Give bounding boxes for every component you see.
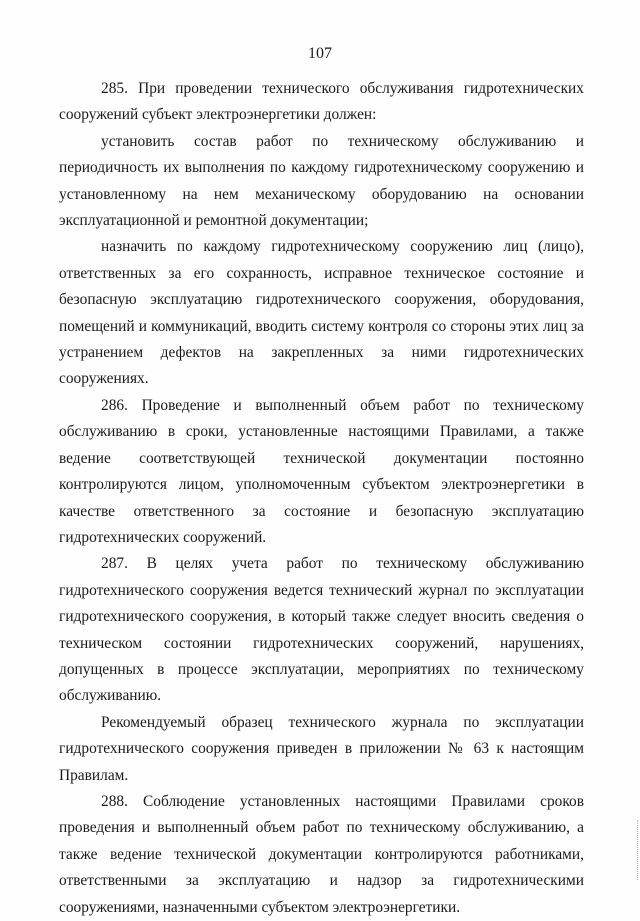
paragraph-288: 288. Соблюдение установленных настоящими Правилами сроков проведения и выполненный объем работ по техническому обслуживанию, а также ведение технической документации контролируются работниками, ответственными за эксплуатацию и надзор за гидротехническими сооружениями, назначенными субъектом электроэнергетики. xyxy=(59,792,584,916)
paragraph-287: 287. В целях учета работ по техническому обслуживанию гидротехнического сооружения ведется технический журнал по эксплуатации гидротехнического сооружения, в который также следует вносить сведения о техническом состоянии гидротехнических сооружений, нарушениях, допущенных в процессе эксплуатации, мероприятиях по техническому обслуживанию. xyxy=(59,555,584,705)
paragraph-285-item-2: назначить по каждому гидротехническому сооружению лиц (лицо), ответственных за его сохранность, исправное техническое состояние и безопасную эксплуатацию гидротехнического сооружения, оборудования, помещений и коммуникаций, вводить систему контроля со стороны этих лиц за устранением дефектов на закрепленных за ними гидротехнических сооружениях. xyxy=(59,238,584,388)
scan-edge-mark xyxy=(634,820,638,880)
paragraph-286: 286. Проведение и выполненный объем работ по техническому обслуживанию в сроки, установленные настоящими Правилами, а также ведение соответствующей технической документации постоянно контролируются лицом, уполномоченным субъектом электроэнергетики в качестве ответственного за состояние и безопасную эксплуатацию гидротехнических сооружений. xyxy=(59,396,584,546)
paragraph-285-item-1: установить состав работ по техническому обслуживанию и периодичность их выполнения по каждому гидротехническому сооружению и установленному на нем механическому оборудованию на основании эксплуатационной и ремонтной документации; xyxy=(59,132,584,230)
paragraph-287-note: Рекомендуемый образец технического журнала по эксплуатации гидротехнического сооружения приведен в приложении № 63 к настоящим Правилам. xyxy=(59,713,584,784)
document-body xyxy=(59,76,584,921)
paragraph-285-intro: 285. При проведении технического обслуживания гидротехнических сооружений субъект электроэнергетики должен: xyxy=(59,80,584,124)
page-number: 107 xyxy=(308,45,332,62)
